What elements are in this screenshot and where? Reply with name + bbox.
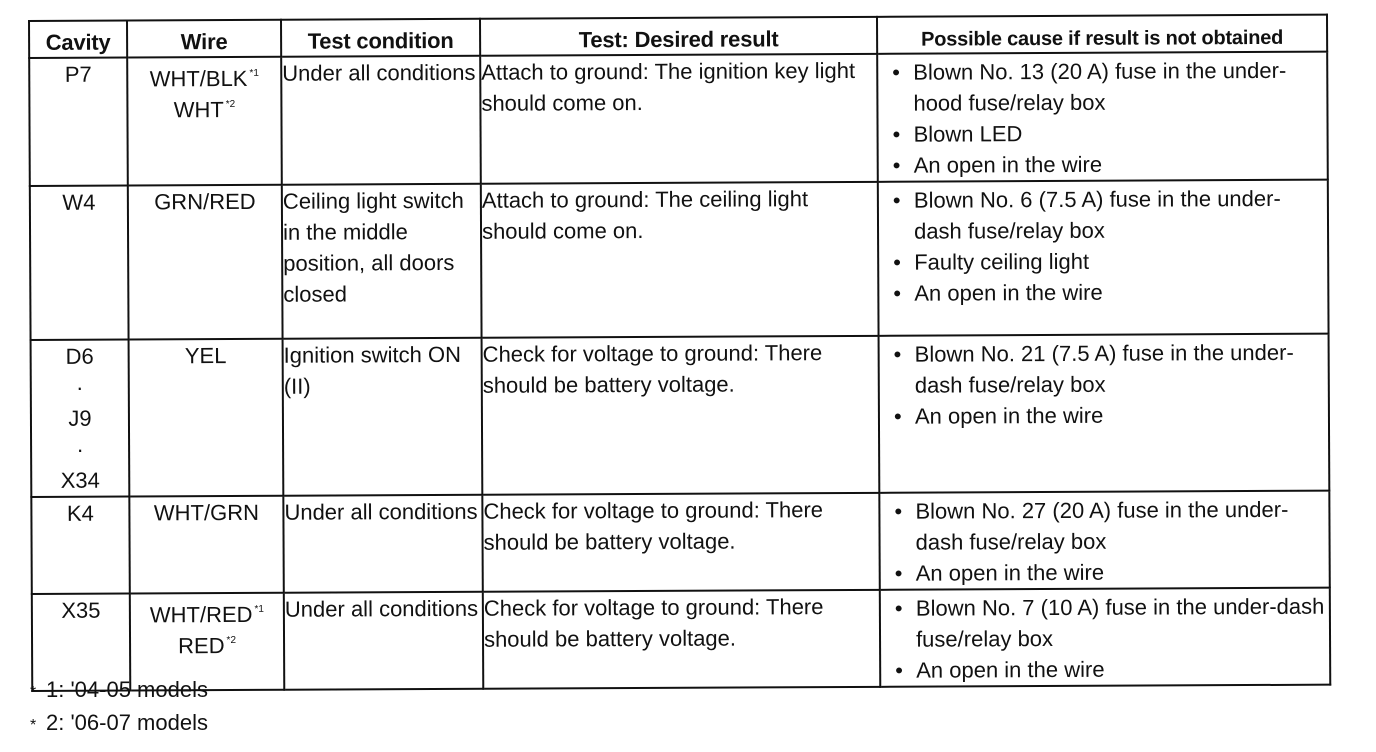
bullet-icon: • [892, 152, 901, 178]
table-row [32, 588, 1330, 691]
footnote-2 [30, 708, 208, 741]
cause-text: Blown No. 21 (7.5 A) fuse in the under-dash fuse/relay box [914, 339, 1294, 398]
test-condition-cell: Ceiling light switch in the middle position, all doors closed [282, 184, 482, 339]
possible-cause-cell [877, 52, 1328, 182]
footnote-marker: * [30, 717, 37, 734]
wire-color [129, 186, 281, 218]
cause-text: Blown No. 27 (20 A) fuse in the under-dash fuse/relay box [915, 496, 1289, 555]
bullet-icon: • [893, 249, 901, 275]
cavity-cell [29, 58, 128, 186]
cavity-label: · [76, 436, 84, 462]
list-item [893, 183, 1327, 247]
cause-text: An open in the wire [915, 559, 1105, 586]
possible-cause-cell [879, 491, 1329, 590]
list-item [893, 276, 1327, 309]
test-condition-cell: Under all conditions [284, 592, 483, 690]
wire-color-text: WHT/GRN [153, 499, 260, 526]
footnote-1 [30, 675, 208, 708]
cause-text: Faulty ceiling light [914, 248, 1090, 275]
cause-list [880, 335, 1328, 432]
cavity-label: W4 [62, 189, 96, 215]
header-wire: Wire [127, 20, 281, 58]
footnote-ref: *1 [249, 67, 259, 79]
cause-list [879, 181, 1328, 309]
bullet-icon: • [895, 657, 903, 683]
table-row [30, 180, 1329, 340]
wire-cell [127, 57, 282, 186]
possible-cause-cell [879, 334, 1330, 493]
bullet-icon: • [892, 59, 901, 85]
wire-color-text: WHT/BLK [149, 65, 248, 92]
header-possible-cause: Possible cause if result is not obtained [877, 15, 1327, 54]
cavity-cell [30, 186, 129, 340]
footnote-ref: *1 [254, 603, 264, 615]
wire-color-text: WHT/RED [149, 601, 253, 628]
cause-text: Blown No. 6 (7.5 A) fuse in the under-dash fuse/relay box [913, 185, 1281, 244]
test-condition-cell: Under all conditions [281, 56, 481, 185]
list-item [895, 556, 1329, 589]
footnote-text: 1: '04-05 models [46, 677, 208, 702]
cavity-label: · [76, 374, 84, 400]
connector-test-table [28, 14, 1331, 692]
bullet-icon: • [894, 560, 903, 586]
wire-color-text: YEL [184, 343, 227, 369]
cause-text: Blown No. 7 (10 A) fuse in the under-dash fuse/relay box [915, 593, 1325, 652]
list-item [892, 55, 1326, 119]
cavity-cell [31, 497, 129, 594]
bullet-icon: • [893, 403, 902, 429]
header-cavity: Cavity [29, 21, 127, 58]
desired-result-cell: Check for voltage to ground: There should be battery voltage. [482, 336, 880, 495]
bullet-icon: • [894, 498, 903, 524]
list-item [895, 591, 1329, 655]
cavity-label: X34 [60, 467, 100, 493]
cause-list [878, 53, 1327, 181]
wire-cell [128, 185, 283, 340]
wire-color [128, 89, 280, 121]
wire-color [130, 340, 282, 372]
table-row [29, 52, 1328, 186]
cause-text: Blown LED [913, 121, 1023, 147]
bullet-icon: • [892, 121, 901, 147]
cavity-label: X35 [61, 597, 101, 623]
footnotes [30, 675, 208, 741]
table-row [31, 334, 1330, 497]
wire-color-text: WHT [173, 97, 224, 123]
desired-result-cell: Check for voltage to ground: There should be battery voltage. [482, 493, 879, 592]
list-item [893, 245, 1327, 278]
cause-text: An open in the wire [913, 151, 1103, 178]
wire-color-text: RED [178, 633, 225, 659]
header-desired-result: Test: Desired result [480, 17, 877, 56]
bullet-icon: • [893, 341, 902, 367]
list-item [894, 337, 1328, 401]
possible-cause-cell [878, 180, 1329, 336]
table-body [29, 52, 1330, 691]
cavity-label: P7 [64, 61, 92, 87]
wire-color [131, 625, 283, 657]
bullet-icon: • [893, 280, 902, 306]
wire-cell [129, 496, 283, 594]
cause-text: An open in the wire [914, 279, 1103, 306]
wire-color-text: GRN/RED [154, 188, 256, 215]
list-item [894, 399, 1328, 432]
footnote-text: 2: '06-07 models [46, 710, 208, 735]
list-item [892, 117, 1326, 150]
cause-text: Blown No. 13 (20 A) fuse in the under-hood fuse/relay box [913, 57, 1287, 116]
header-test-condition: Test condition [281, 19, 480, 57]
bullet-icon: • [894, 595, 903, 621]
cause-list [880, 492, 1328, 589]
list-item [894, 494, 1328, 558]
wire-color [130, 497, 282, 529]
table-row [31, 491, 1329, 594]
cause-text: An open in the wire [914, 402, 1104, 429]
possible-cause-cell [880, 588, 1330, 687]
desired-result-cell: Check for voltage to ground: There should be battery voltage. [483, 590, 880, 689]
cavity-cell [31, 340, 130, 497]
desired-result-cell: Attach to ground: The ceiling light should come on. [481, 182, 879, 338]
test-condition-cell: Under all conditions [283, 495, 482, 593]
cavity-label: J9 [68, 405, 92, 431]
wire-cell [129, 339, 284, 497]
desired-result-cell: Attach to ground: The ignition key light should come on. [480, 54, 878, 184]
cause-list [881, 589, 1329, 686]
list-item [895, 653, 1329, 686]
bullet-icon: • [892, 187, 901, 213]
footnote-ref: *2 [225, 98, 236, 111]
cavity-label: K4 [66, 500, 94, 526]
wire-color [128, 58, 280, 90]
test-condition-cell: Ignition switch ON (II) [283, 338, 483, 496]
list-item [893, 148, 1327, 181]
wire-color [131, 594, 283, 626]
cause-text: An open in the wire [916, 656, 1105, 683]
cavity-label: D6 [65, 343, 94, 369]
header-row [29, 15, 1327, 58]
footnote-ref: *2 [226, 634, 237, 647]
footnote-marker: * [30, 684, 37, 701]
